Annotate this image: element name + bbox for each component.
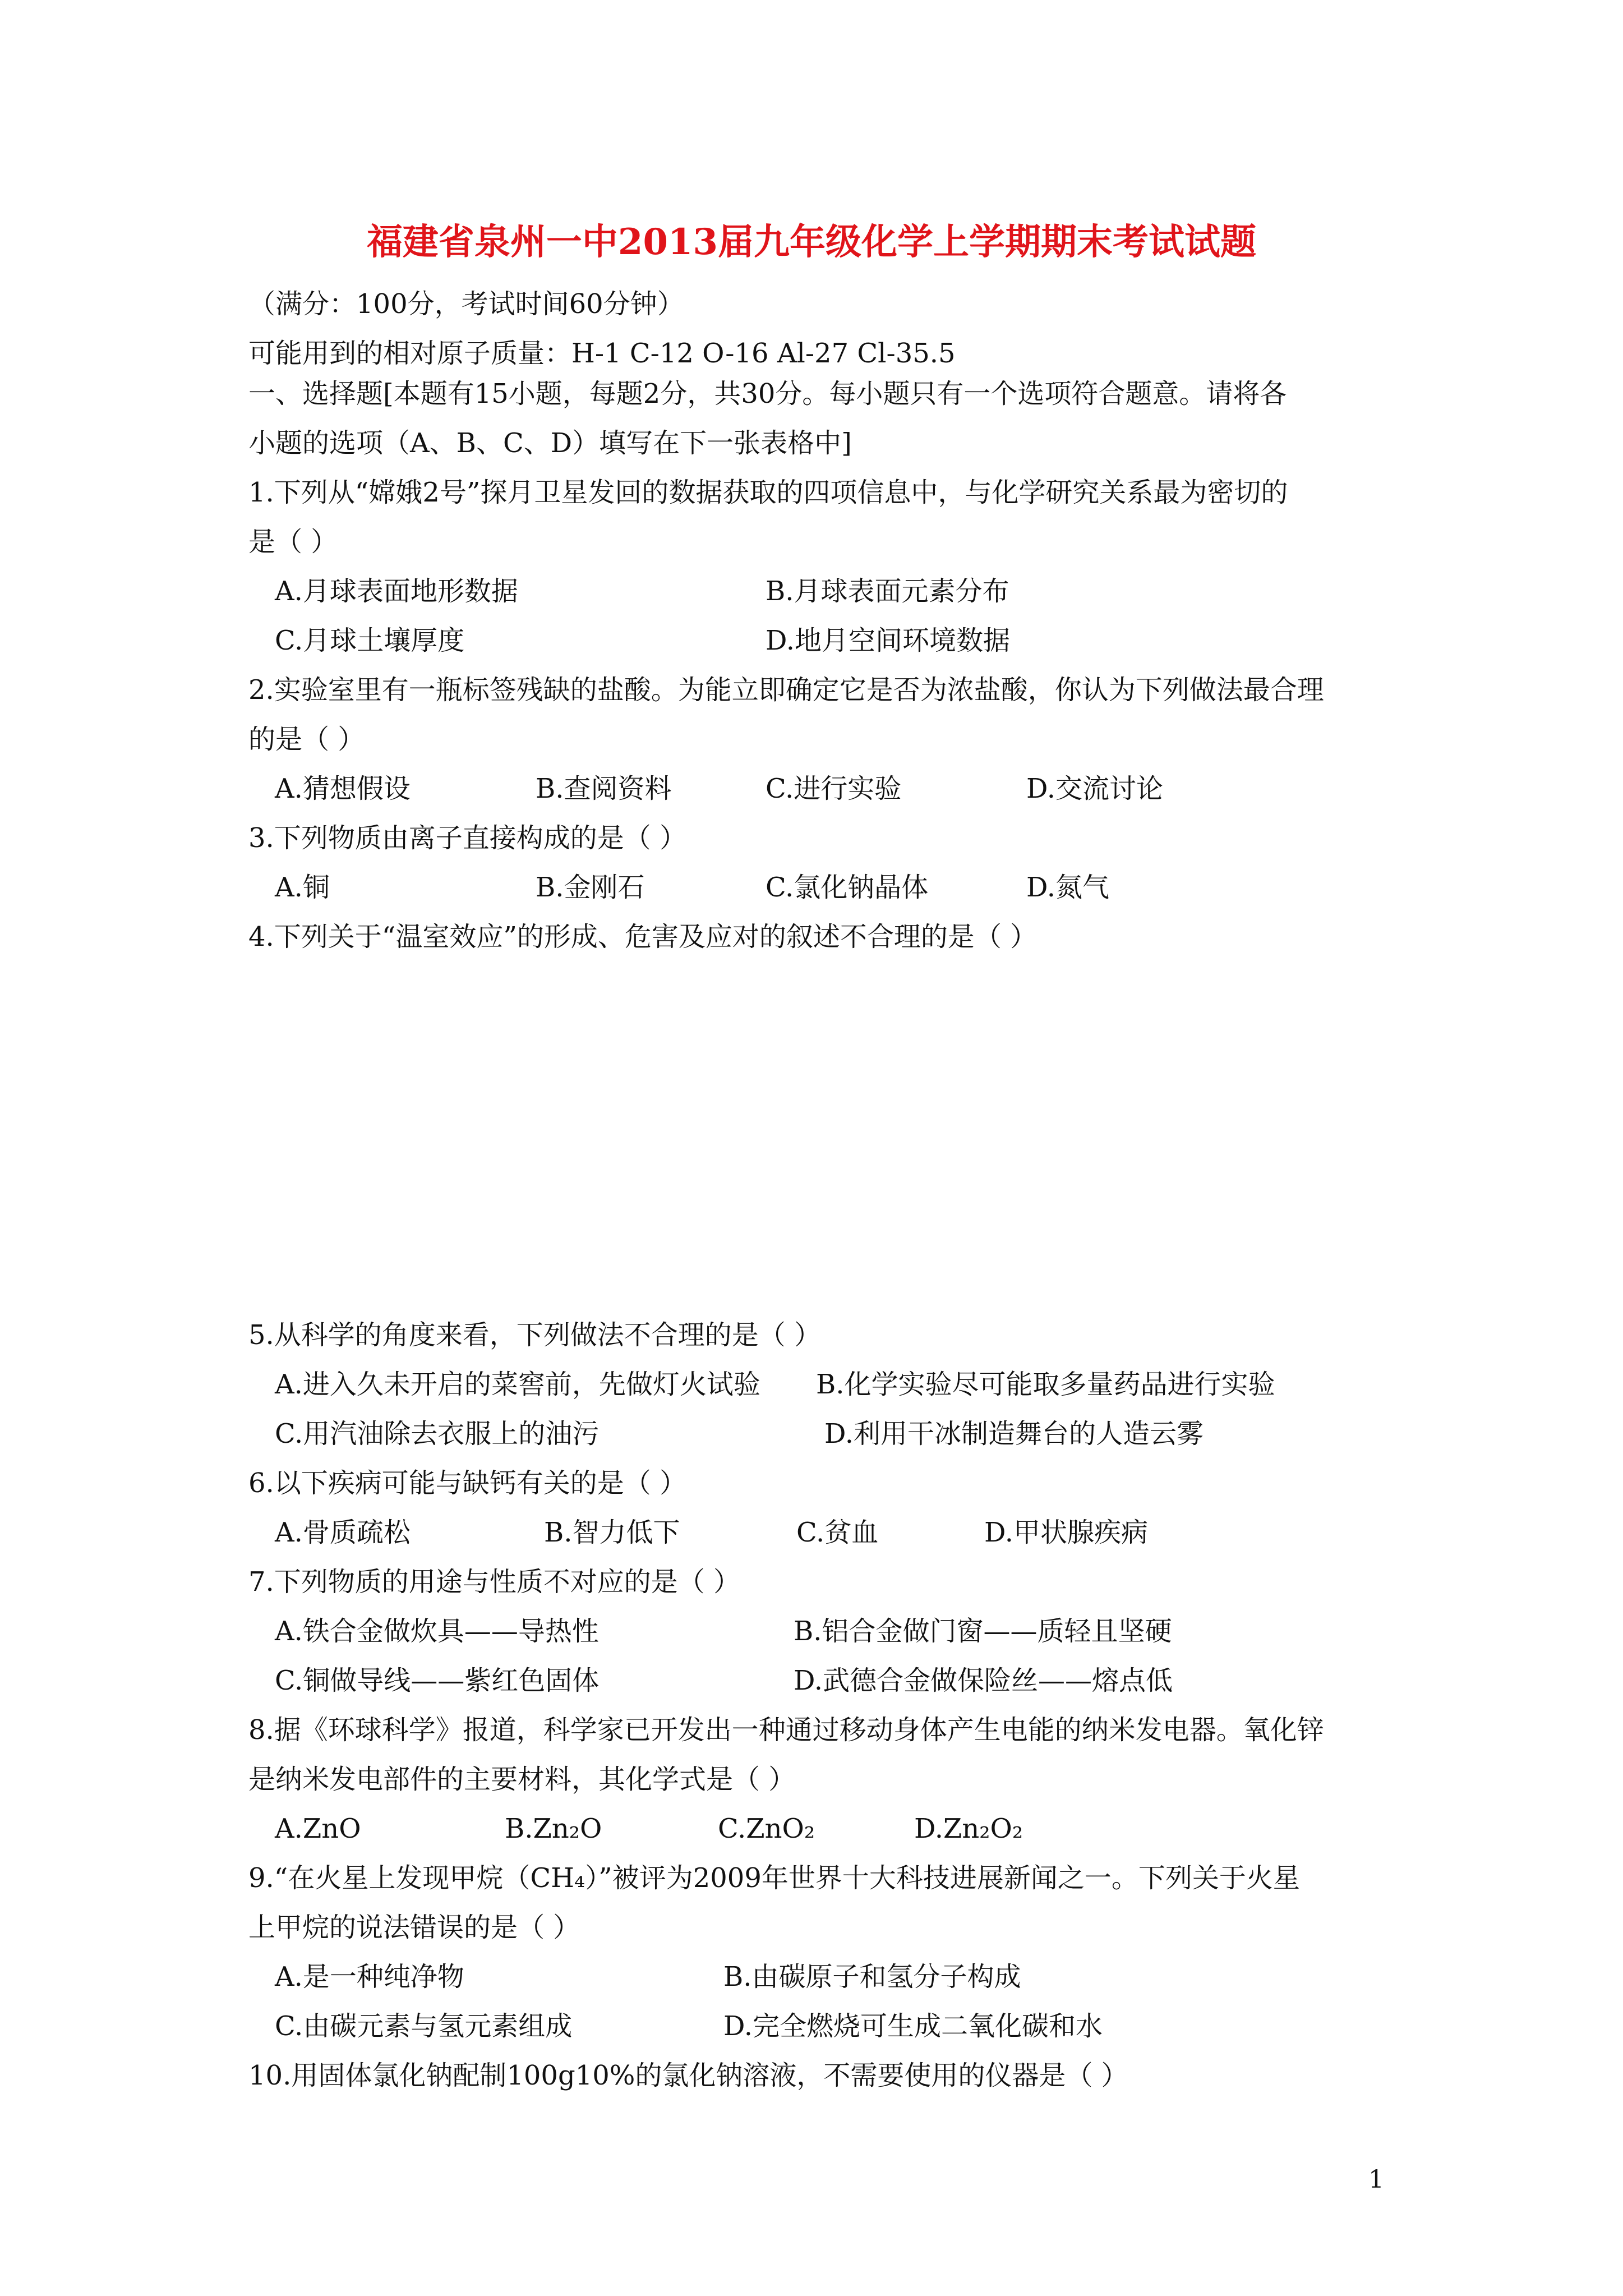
q7-option-b: B.铝合金做门窗——质轻且坚硬 — [794, 1616, 1172, 1647]
q9-stem: 9.“在火星上发现甲烷（CH₄）”被评为2009年世界十大科技进展新闻之一。下列关于火星 — [248, 1862, 1300, 1894]
q7-option-c: C.铜做导线——紫红色固体 — [275, 1665, 600, 1696]
q4-stem: 4.下列关于“温室效应”的形成、危害及应对的叙述不合理的是（ ） — [248, 921, 1038, 953]
q5-option-c: C.用汽油除去衣服上的油污 — [275, 1418, 600, 1450]
q9-stem-cont: 上甲烷的说法错误的是（ ） — [248, 1912, 580, 1943]
q7-option-a: A.铁合金做炊具——导热性 — [275, 1616, 599, 1647]
q8-option-a: A.ZnO — [275, 1813, 361, 1844]
section-heading-line1: 一、选择题[本题有15小题，每题2分，共30分。每小题只有一个选项符合题意。请将各 — [248, 378, 1287, 409]
q1-stem-cont: 是（ ） — [248, 526, 338, 558]
q2-option-b: B.查阅资料 — [536, 773, 672, 804]
q8-stem: 8.据《环球科学》报道，科学家已开发出一种通过移动身体产生电能的纳米发电器。氧化锌 — [248, 1714, 1324, 1746]
q9-option-d: D.完全燃烧可生成二氧化碳和水 — [723, 2010, 1103, 2042]
q3-option-d: D.氮气 — [1026, 872, 1110, 903]
atomic-masses-note: 可能用到的相对原子质量：H-1 C-12 O-16 Al-27 Cl-35.5 — [248, 338, 956, 369]
q3-option-c: C.氯化钠晶体 — [766, 872, 929, 903]
q1-option-b: B.月球表面元素分布 — [766, 576, 1009, 607]
q2-stem: 2.实验室里有一瓶标签残缺的盐酸。为能立即确定它是否为浓盐酸，你认为下列做法最合理 — [248, 674, 1324, 706]
q5-option-a: A.进入久未开启的菜窖前，先做灯火试验 — [275, 1369, 760, 1400]
q9-option-b: B.由碳原子和氢分子构成 — [723, 1961, 1021, 1993]
q7-stem: 7.下列物质的用途与性质不对应的是（ ） — [248, 1566, 741, 1598]
q5-stem: 5.从科学的角度来看，下列做法不合理的是（ ） — [248, 1319, 822, 1351]
q10-stem: 10.用固体氯化钠配制100g10%的氯化钠溶液，不需要使用的仪器是（ ） — [248, 2060, 1128, 2091]
q2-stem-cont: 的是（ ） — [248, 724, 365, 755]
score-time-note: （满分：100分，考试时间60分钟） — [248, 288, 684, 320]
q5-option-d: D.利用干冰制造舞台的人造云雾 — [824, 1418, 1204, 1450]
q9-option-c: C.由碳元素与氢元素组成 — [275, 2010, 573, 2042]
q9-option-a: A.是一种纯净物 — [275, 1961, 464, 1993]
q3-stem: 3.下列物质由离子直接构成的是（ ） — [248, 822, 687, 854]
q2-option-c: C.进行实验 — [766, 773, 902, 804]
q1-stem: 1.下列从“嫦娥2号”探月卫星发回的数据获取的四项信息中，与化学研究关系最为密切的 — [248, 477, 1288, 508]
q6-option-c: C.贫血 — [796, 1517, 879, 1548]
q5-option-b: B.化学实验尽可能取多量药品进行实验 — [816, 1369, 1275, 1400]
section-heading-line2: 小题的选项（A、B、C、D）填写在下一张表格中] — [248, 427, 852, 459]
q3-option-b: B.金刚石 — [536, 872, 645, 903]
q1-option-d: D.地月空间环境数据 — [766, 625, 1011, 656]
q1-option-a: A.月球表面地形数据 — [275, 576, 518, 607]
q8-option-c: C.ZnO₂ — [718, 1813, 815, 1844]
page-number: 1 — [1368, 2165, 1384, 2194]
q8-option-d: D.Zn₂O₂ — [914, 1813, 1023, 1844]
q2-option-d: D.交流讨论 — [1026, 773, 1164, 804]
q6-option-a: A.骨质疏松 — [275, 1517, 411, 1548]
q6-option-b: B.智力低下 — [544, 1517, 680, 1548]
q6-stem: 6.以下疾病可能与缺钙有关的是（ ） — [248, 1467, 687, 1499]
q7-option-d: D.武德合金做保险丝——熔点低 — [794, 1665, 1173, 1696]
q3-option-a: A.铜 — [275, 872, 330, 903]
q1-option-c: C.月球土壤厚度 — [275, 625, 465, 656]
q8-stem-cont: 是纳米发电部件的主要材料，其化学式是（ ） — [248, 1764, 796, 1795]
q2-option-a: A.猜想假设 — [275, 773, 411, 804]
q6-option-d: D.甲状腺疾病 — [984, 1517, 1149, 1548]
document-title: 福建省泉州一中2013届九年级化学上学期期末考试试题 — [366, 221, 1257, 263]
q8-option-b: B.Zn₂O — [505, 1813, 602, 1844]
